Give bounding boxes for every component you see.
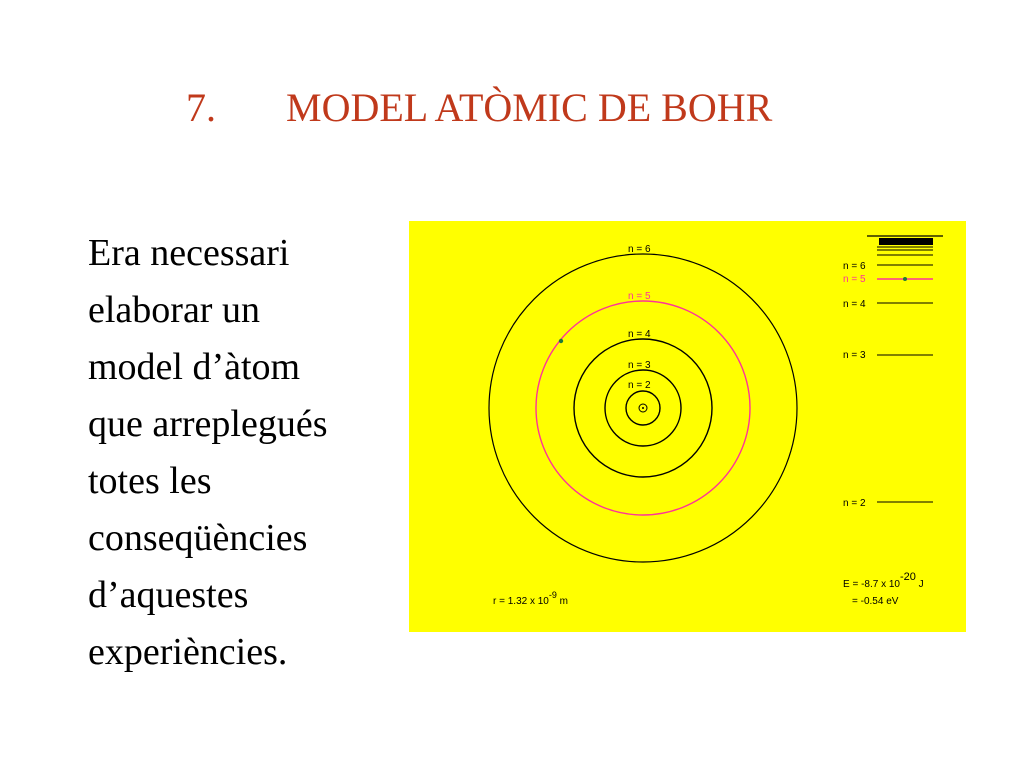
level-label-n5: n = 5 — [843, 274, 866, 285]
level-convergence-band — [879, 238, 933, 245]
body-line-6: conseqüències — [88, 517, 308, 559]
energy-readout — [843, 571, 924, 590]
energy-exponent: -20 — [899, 571, 916, 583]
body-text — [88, 225, 388, 681]
orbit-label-n5: n = 5 — [628, 291, 651, 302]
orbit-label-n2: n = 2 — [628, 380, 651, 391]
orbit-label-n4: n = 4 — [628, 329, 651, 340]
body-line-8: experiències. — [88, 631, 288, 673]
bohr-model-diagram — [409, 221, 966, 632]
electron — [559, 339, 563, 343]
orbit-label-n6: n = 6 — [628, 244, 651, 255]
body-line-2: elaborar un — [88, 289, 260, 331]
level-electron-marker — [903, 277, 907, 281]
body-line-5: totes les — [88, 460, 212, 502]
title-text: MODEL ATÒMIC DE BOHR — [286, 85, 773, 130]
orbit-label-n3: n = 3 — [628, 360, 651, 371]
body-line-3: model d’àtom — [88, 346, 301, 388]
energy-prefix: E = -8.7 x 10 — [843, 579, 900, 590]
level-label-n2: n = 2 — [843, 498, 866, 509]
title-number: 7. — [186, 85, 216, 130]
radius-unit: m — [556, 596, 568, 607]
level-label-n3: n = 3 — [843, 350, 866, 361]
nucleus-core — [642, 407, 644, 409]
level-label-n4: n = 4 — [843, 299, 866, 310]
body-line-1: Era necessari — [88, 232, 290, 274]
energy-unit: J — [915, 579, 924, 590]
slide-title — [186, 84, 772, 131]
body-line-4: que arreplegués — [88, 403, 328, 445]
radius-exponent: -9 — [548, 590, 557, 600]
radius-readout — [493, 590, 568, 607]
bohr-diagram-svg — [409, 221, 966, 632]
level-label-n6: n = 6 — [843, 261, 866, 272]
energy-ev-readout: = -0.54 eV — [852, 596, 899, 607]
radius-prefix: r = 1.32 x 10 — [493, 596, 549, 607]
body-line-7: d’aquestes — [88, 574, 249, 616]
